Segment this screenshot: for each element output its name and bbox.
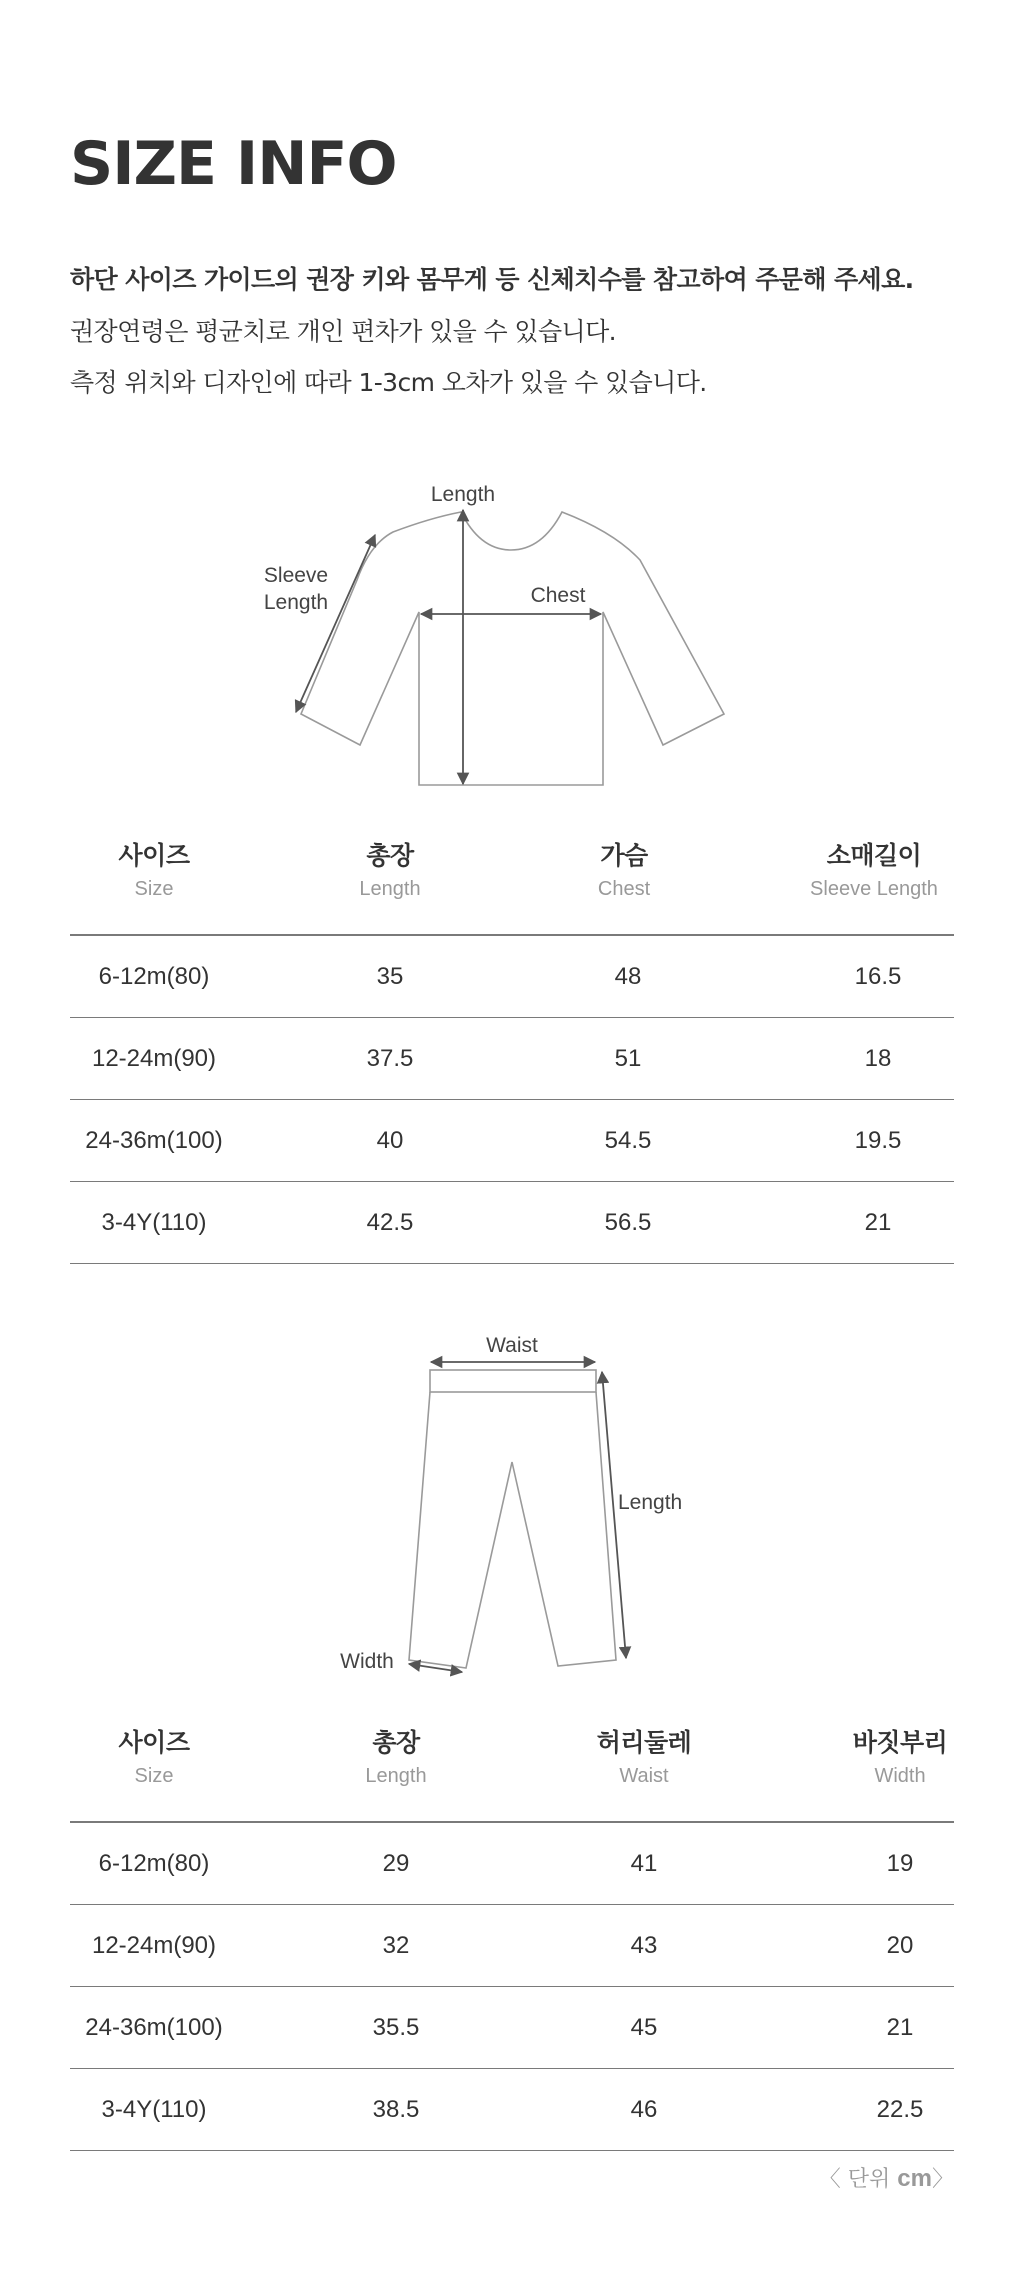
header-sleeve-length — [754, 838, 994, 904]
chest-label: Chest — [530, 584, 586, 607]
cell-length: 37.5 — [366, 1045, 414, 1072]
pants-length-label: Length — [618, 1491, 683, 1514]
table-row — [70, 1100, 954, 1182]
table-row — [70, 1823, 954, 1905]
cell-size: 12-24m(90) — [91, 1045, 217, 1072]
cell-width: 20 — [886, 1932, 914, 1959]
cell-width: 21 — [886, 2014, 914, 2041]
header-width-ko: 바짓부리 — [852, 1728, 948, 1757]
intro-line-ordering-guide: 하단 사이즈 가이드의 권장 키와 몸무게 등 신체치수를 참고하여 주문해 주세요. — [70, 265, 914, 294]
pants-diagram — [0, 1320, 1024, 1680]
cell-size: 12-24m(90) — [91, 1932, 217, 1959]
header-length-en: Length — [359, 878, 421, 900]
cell-length: 32 — [382, 1932, 410, 1959]
table-row — [70, 1018, 954, 1100]
unit-prefix: 단위 — [847, 2167, 898, 2192]
header-width-en: Width — [874, 1765, 926, 1787]
length-label: Length — [430, 483, 496, 506]
cell-chest: 48 — [614, 963, 642, 990]
header-waist — [524, 1725, 764, 1791]
header-width — [780, 1725, 1020, 1791]
cell-sleeve-length: 21 — [864, 1209, 892, 1236]
bottom-table-header — [70, 1725, 954, 1823]
cell-sleeve-length: 16.5 — [854, 963, 902, 990]
cell-waist: 46 — [630, 2096, 658, 2123]
header-chest — [504, 838, 744, 904]
page-title: SIZE INFO — [70, 129, 397, 199]
cell-chest: 54.5 — [604, 1127, 652, 1154]
cell-size: 6-12m(80) — [98, 963, 210, 990]
unit-cm: cm — [897, 2165, 932, 2192]
cell-width: 19 — [886, 1850, 914, 1877]
width-arrow — [409, 1664, 462, 1672]
cell-length: 42.5 — [366, 1209, 414, 1236]
cell-length: 29 — [382, 1850, 410, 1877]
top-table-header — [70, 838, 954, 936]
header-length-ko: 총장 — [366, 841, 414, 870]
table-row — [70, 1987, 954, 2069]
sleeve-length-arrow — [296, 535, 375, 712]
header-size — [34, 1725, 274, 1791]
unit-bracket-open: 〈 — [818, 2167, 848, 2192]
sleeve-label-line2: Length — [263, 591, 329, 614]
unit-bracket-close: 〉 — [931, 2167, 954, 2192]
cell-chest: 56.5 — [604, 1209, 652, 1236]
cell-sleeve-length: 18 — [864, 1045, 892, 1072]
pants-outline — [409, 1370, 616, 1668]
cell-sleeve-length: 19.5 — [854, 1127, 902, 1154]
shirt-outline — [301, 512, 724, 785]
cell-length: 35.5 — [372, 2014, 420, 2041]
cell-waist: 41 — [630, 1850, 658, 1877]
header-chest-ko: 가슴 — [600, 841, 648, 870]
table-row — [70, 2069, 954, 2151]
waist-label: Waist — [486, 1334, 538, 1357]
top-size-table — [70, 838, 954, 1264]
header-sleeve-length-ko: 소매길이 — [826, 841, 922, 870]
cell-width: 22.5 — [876, 2096, 924, 2123]
cell-size: 3-4Y(110) — [101, 1209, 207, 1236]
header-waist-ko: 허리둘레 — [596, 1728, 692, 1757]
cell-length: 35 — [376, 963, 404, 990]
header-chest-en: Chest — [597, 878, 651, 900]
header-length — [270, 838, 510, 904]
cell-size: 6-12m(80) — [98, 1850, 210, 1877]
table-row — [70, 1905, 954, 1987]
top-garment-diagram — [0, 470, 1024, 800]
cell-size: 24-36m(100) — [85, 1127, 223, 1154]
unit-note — [819, 2162, 954, 2193]
header-length — [276, 1725, 516, 1791]
header-size-ko: 사이즈 — [118, 841, 190, 870]
cell-waist: 43 — [630, 1932, 658, 1959]
cell-length: 40 — [376, 1127, 404, 1154]
cell-length: 38.5 — [372, 2096, 420, 2123]
header-sleeve-length-en: Sleeve Length — [810, 878, 938, 900]
table-row — [70, 936, 954, 1018]
header-size — [34, 838, 274, 904]
header-length-ko: 총장 — [372, 1728, 420, 1757]
table-row — [70, 1182, 954, 1264]
header-size-ko: 사이즈 — [118, 1728, 190, 1757]
header-size-en: Size — [134, 878, 174, 900]
cell-size: 3-4Y(110) — [101, 2096, 207, 2123]
header-waist-en: Waist — [619, 1765, 669, 1787]
sleeve-label-line1: Sleeve — [263, 564, 329, 587]
bottom-size-table — [70, 1725, 954, 2151]
cell-size: 24-36m(100) — [85, 2014, 223, 2041]
header-size-en: Size — [134, 1765, 174, 1787]
width-label: Width — [340, 1650, 394, 1673]
cell-chest: 51 — [614, 1045, 642, 1072]
cell-waist: 45 — [630, 2014, 658, 2041]
intro-line-measurement-note: 측정 위치와 디자인에 따라 1-3cm 오차가 있을 수 있습니다. — [70, 368, 707, 397]
header-length-en: Length — [365, 1765, 427, 1787]
intro-line-age-note: 권장연령은 평균치로 개인 편차가 있을 수 있습니다. — [70, 317, 616, 346]
